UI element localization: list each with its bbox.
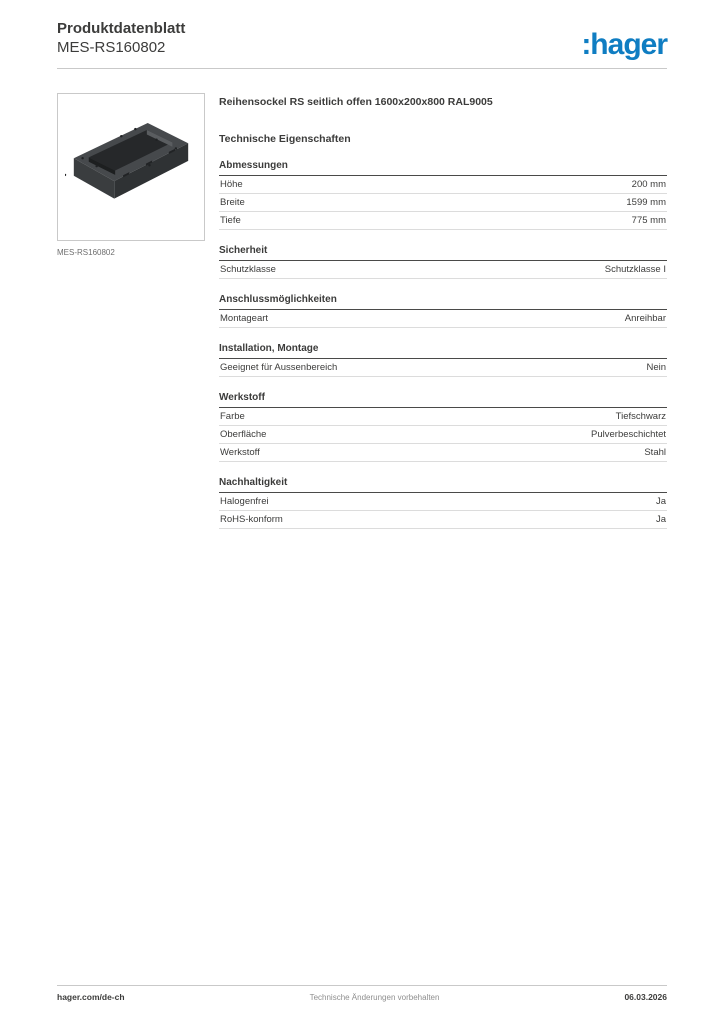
footer-disclaimer: Technische Änderungen vorbehalten (309, 993, 440, 1002)
product-image (57, 93, 205, 241)
spec-label: Farbe (220, 411, 245, 422)
spec-row (219, 426, 667, 444)
doc-type-title: Produktdatenblatt (57, 20, 186, 37)
spec-label: Montageart (220, 313, 269, 324)
spec-row (219, 310, 667, 328)
footer-website-link[interactable]: hager.com/de-ch (57, 992, 125, 1002)
spec-column (219, 93, 667, 529)
spec-value: Schutzklasse I (604, 264, 666, 275)
spec-value: Tiefschwarz (615, 411, 666, 422)
spec-label: Oberfläche (220, 429, 267, 440)
section-abmessungen (219, 160, 667, 230)
spec-value: 1599 mm (626, 197, 666, 208)
spec-value: 775 mm (631, 215, 666, 226)
spec-value: Ja (655, 514, 666, 525)
section-title: Sicherheit (219, 245, 667, 261)
section-title: Abmessungen (219, 160, 667, 176)
hager-logo: :hager (581, 27, 667, 61)
spec-value: Anreihbar (624, 313, 666, 324)
spec-label: Geeignet für Aussenbereich (220, 362, 338, 373)
section-nachhaltigkeit (219, 477, 667, 529)
spec-value: Stahl (644, 447, 666, 458)
section-title: Anschlussmöglichkeiten (219, 294, 667, 310)
section-title: Werkstoff (219, 392, 667, 408)
spec-value: Nein (646, 362, 666, 373)
spec-row (219, 493, 667, 511)
socket-frame-illustration (65, 109, 197, 225)
spec-value: 200 mm (631, 179, 666, 190)
product-title: Reihensockel RS seitlich offen 1600x200x800 RAL9005 (219, 96, 493, 108)
spec-label: Halogenfrei (220, 496, 269, 507)
spec-label: Schutzklasse (220, 264, 276, 275)
spec-row (219, 444, 667, 462)
section-installation-montage (219, 343, 667, 377)
section-sicherheit (219, 245, 667, 279)
spec-label: Breite (220, 197, 245, 208)
spec-row (219, 359, 667, 377)
spec-row (219, 511, 667, 529)
page-footer (57, 985, 667, 1002)
section-title: Nachhaltigkeit (219, 477, 667, 493)
spec-label: Tiefe (220, 215, 241, 226)
section-anschlussmoeglichkeiten (219, 294, 667, 328)
section-title: Installation, Montage (219, 343, 667, 359)
spec-label: RoHS-konform (220, 514, 283, 525)
section-werkstoff (219, 392, 667, 462)
spec-row (219, 261, 667, 279)
spec-label: Höhe (220, 179, 243, 190)
spec-row (219, 408, 667, 426)
tech-properties-heading: Technische Eigenschaften (219, 133, 351, 145)
spec-label: Werkstoff (220, 447, 260, 458)
spec-row (219, 194, 667, 212)
footer-date: 06.03.2026 (624, 992, 667, 1002)
content-area (57, 93, 667, 529)
header-title-block (57, 20, 185, 58)
spec-row (219, 176, 667, 194)
image-column (57, 93, 205, 257)
spec-value: Ja (655, 496, 666, 507)
product-image-caption: MES-RS160802 (57, 248, 115, 257)
spec-value: Pulverbeschichtet (591, 429, 666, 440)
header-product-code: MES-RS160802 (57, 38, 166, 56)
page-header (57, 20, 667, 69)
spec-row (219, 212, 667, 230)
